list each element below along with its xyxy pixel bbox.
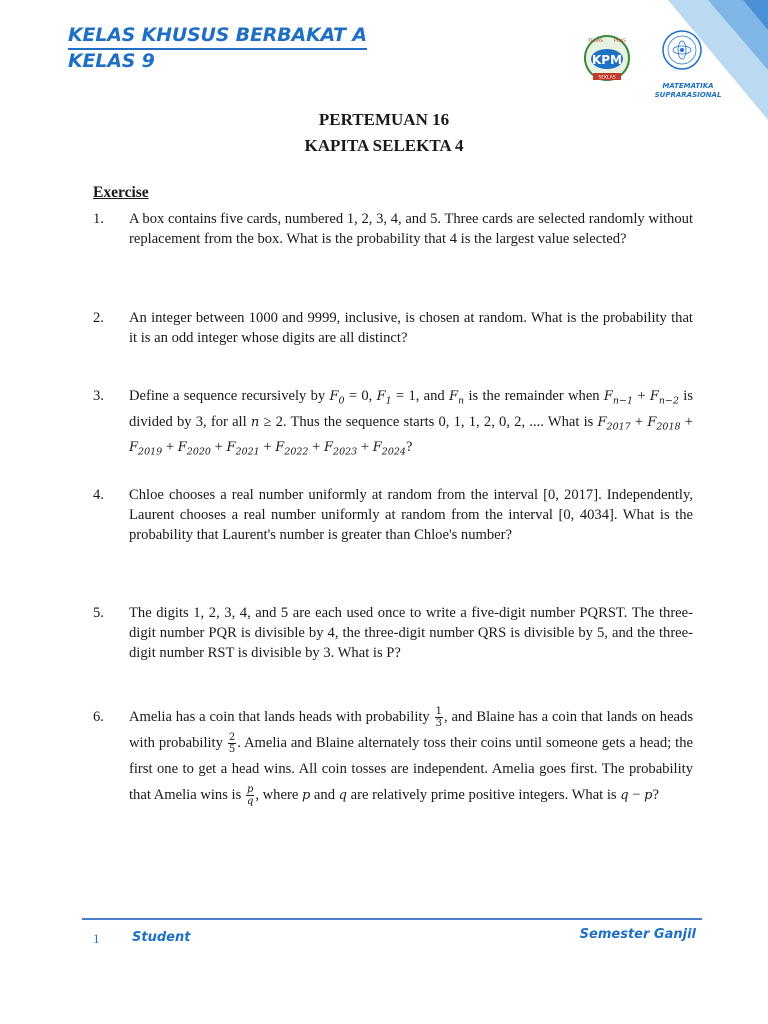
problem-4 <box>93 485 693 545</box>
svg-text:PUAS: PUAS <box>614 39 626 44</box>
exercise-heading: Exercise <box>93 184 149 201</box>
problem-number: 4. <box>93 487 104 503</box>
topic-title: KAPITA SELEKTA 4 <box>304 136 464 155</box>
problem-text: Chloe chooses a real number uniformly at random from the interval [0, 2017]. Independently, Laurent chooses a real number uniformly at random from the interval [0, 4034]. What is the probability that Laurent's number is greater than Chloe's number? <box>129 487 693 543</box>
problem-number: 2. <box>93 310 104 326</box>
problem-number: 6. <box>93 709 104 725</box>
matematika-logo <box>660 28 704 78</box>
problem-number: 5. <box>93 605 104 621</box>
svg-text:SEKLAS: SEKLAS <box>598 75 616 81</box>
problem-3 <box>93 386 693 463</box>
problem-6 <box>93 704 693 809</box>
problem-1 <box>93 209 693 249</box>
problem-text: The digits 1, 2, 3, 4, and 5 are each used once to write a five-digit number PQRST. The three-digit number PQR is divisible by 4, the three-digit number QRS is divisible by 5, and the three-digit number RST is divisible by 3. What is P? <box>129 605 693 661</box>
problem-5 <box>93 603 693 663</box>
problem-text: Define a sequence recursively by $F_0 = 0$, $F_1 = 1$, and $F_n$ is the remainder when $F_{n-1} + F_{n-2}$ is divided by 3, for all n ≥ 2. Thus the sequence starts 0, 1, 1, 2, 0, 2, .... What is $F_{2017} + F_{2018} + F_{2019} + F_{2020} + F_{2021} + F_{2022} + F_{2023} + F_{2024}$? <box>129 388 694 458</box>
matematika-caption: MATEMATIKA SUPRARASIONAL <box>654 82 722 99</box>
problem-2 <box>93 308 693 348</box>
problem-text: Amelia has a coin that lands heads with probability $\frac{1}{3}$ , and Blaine has a coin that lands on heads with probability $\frac{2}{5}$ . Amelia and Blaine alternately toss their coins until someone gets a head; the first one to get a head wins. All coin tosses are independent. Amelia goes first. The probability that Amelia wins is $\frac{p}{q}$ , where p and q are relatively prime positive integers. What is q − p? <box>129 706 693 808</box>
problem-text: A box contains five cards, numbered 1, 2, 3, 4, and 5. Three cards are selected randomly without replacement from the box. What is the probability that 4 is the largest value selected? <box>129 211 693 247</box>
kpm-logo <box>572 32 642 84</box>
svg-text:TEGAS: TEGAS <box>588 39 604 44</box>
footer-semester-label: Semester Ganjil <box>579 927 696 942</box>
svg-text:KPM: KPM <box>591 53 623 67</box>
header-class-title: KELAS KHUSUS BERBAKAT A <box>68 24 367 50</box>
footer-student-label: Student <box>132 930 191 945</box>
page-number: 1 <box>93 931 100 946</box>
header-grade-title: KELAS 9 <box>68 50 155 72</box>
problem-number: 3. <box>93 388 104 404</box>
meeting-title: PERTEMUAN 16 <box>318 110 450 129</box>
problem-number: 1. <box>93 211 104 227</box>
footer-divider <box>82 918 702 920</box>
header-titles <box>68 24 367 73</box>
problem-text: An integer between 1000 and 9999, inclusive, is chosen at random. What is the probability that it is an odd integer whose digits are all distinct? <box>129 310 693 346</box>
